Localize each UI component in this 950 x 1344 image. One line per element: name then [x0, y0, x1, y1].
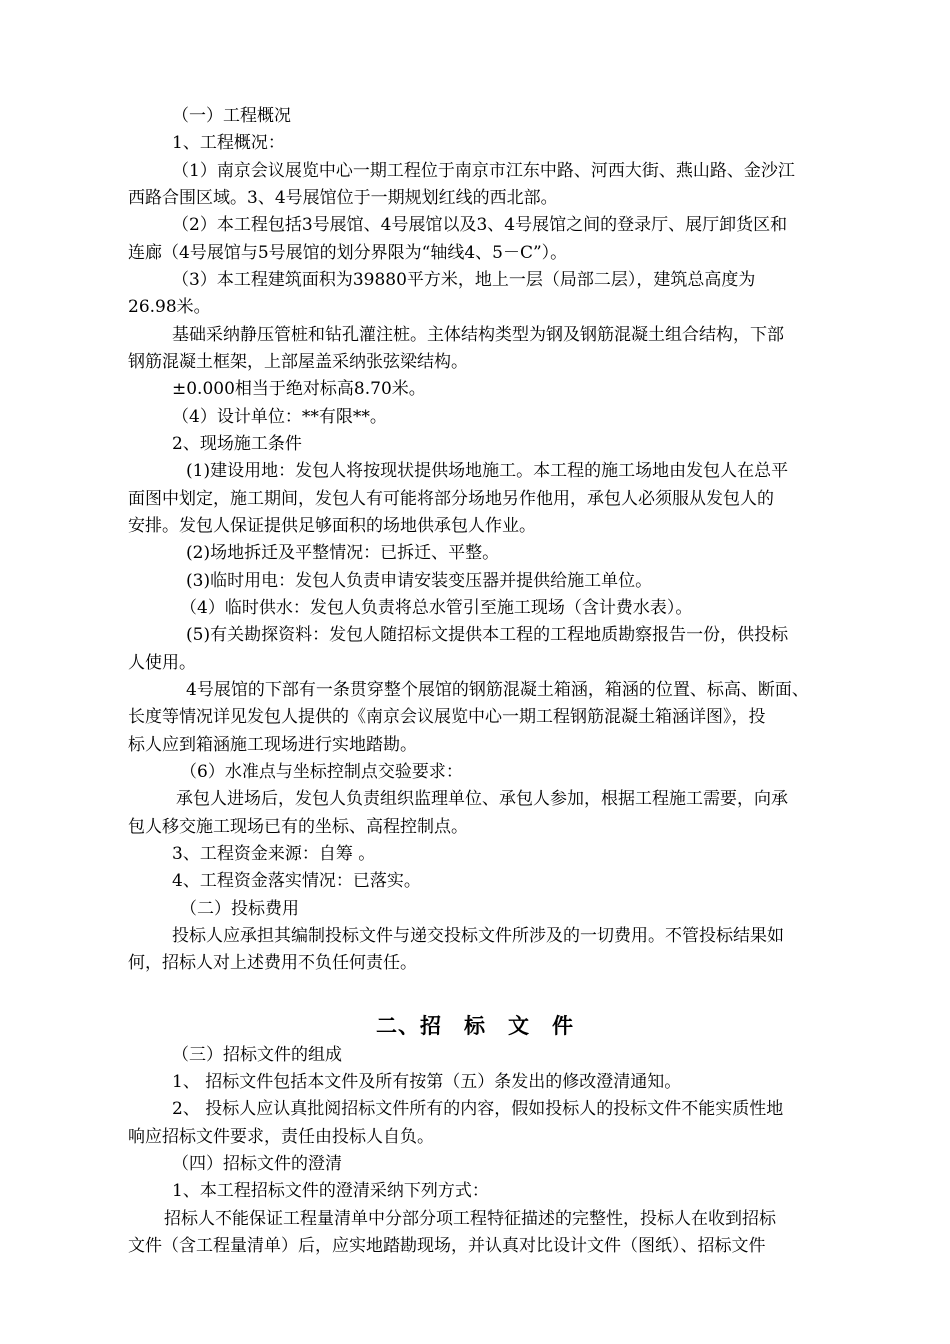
- text-line: 1、 招标文件包括本文件及所有按第（五）条发出的修改澄清通知。: [172, 1072, 682, 1092]
- text-line: （4）设计单位：**有限**。: [172, 407, 387, 427]
- text-line: 连廊（4号展馆与5号展馆的划分界限为“轴线4、5－C”）。: [128, 243, 568, 263]
- text-line: 人使用。: [128, 653, 196, 673]
- text-line: 1、本工程招标文件的澄清采纳下列方式：: [172, 1181, 489, 1201]
- text-line: （3）本工程建筑面积为39880平方米，地上一层（局部二层），建筑总高度为: [172, 270, 756, 290]
- section-title-2: （二）投标费用: [180, 899, 299, 919]
- text-line: 2、 投标人应认真批阅招标文件所有的内容，假如投标人的投标文件不能实质性地: [172, 1099, 784, 1119]
- text-line: 何，招标人对上述费用不负任何责任。: [128, 953, 417, 973]
- text-line: （4）临时供水：发包人负责将总水管引至施工现场（含计费水表）。: [180, 598, 693, 618]
- subsection-title: 2、现场施工条件: [172, 434, 302, 454]
- text-line: (1)建设用地：发包人将按现状提供场地施工。本工程的施工场地由发包人在总平: [186, 461, 789, 481]
- text-line: 承包人进场后，发包人负责组织监理单位、承包人参加，根据工程施工需要，向承: [176, 789, 788, 809]
- text-line: 面图中划定，施工期间，发包人有可能将部分场地另作他用，承包人必须服从发包人的: [128, 489, 774, 509]
- text-line: 西路合围区域。3、4号展馆位于一期规划红线的西北部。: [128, 188, 558, 208]
- section-heading: 二、招 标 文 件: [376, 1014, 574, 1038]
- text-line: （6）水准点与坐标控制点交验要求：: [180, 762, 463, 782]
- text-line: 4、工程资金落实情况：已落实。: [172, 871, 421, 891]
- text-line: 包人移交施工现场已有的坐标、高程控制点。: [128, 817, 468, 837]
- text-line: ±0.000相当于绝对标高8.70米。: [172, 379, 426, 399]
- section-title-3: （三）招标文件的组成: [172, 1045, 342, 1065]
- text-line: 26.98米。: [128, 297, 211, 317]
- text-line: 钢筋混凝土框架，上部屋盖采纳张弦梁结构。: [128, 352, 468, 372]
- text-line: 招标人不能保证工程量清单中分部分项工程特征描述的完整性，投标人在收到招标: [164, 1209, 776, 1229]
- text-line: (3)临时用电：发包人负责申请安装变压器并提供给施工单位。: [186, 571, 653, 591]
- text-line: （1）南京会议展览中心一期工程位于南京市江东中路、河西大街、燕山路、金沙江: [172, 161, 795, 181]
- text-line: (5)有关勘探资料：发包人随招标文提供本工程的工程地质勘察报告一份，供投标: [186, 625, 789, 645]
- text-line: （2）本工程包括3号展馆、4号展馆以及3、4号展馆之间的登录厅、展厅卸货区和: [172, 215, 788, 235]
- subsection-title: 1、工程概况：: [172, 133, 285, 153]
- text-line: 基础采纳静压管桩和钻孔灌注桩。主体结构类型为钢及钢筋混凝土组合结构，下部: [172, 325, 784, 345]
- text-line: 长度等情况详见发包人提供的《南京会议展览中心一期工程钢筋混凝土箱涵详图》，投: [128, 707, 766, 727]
- section-title-1: （一）工程概况: [172, 106, 291, 126]
- section-title-4: （四）招标文件的澄清: [172, 1154, 342, 1174]
- text-line: 响应招标文件要求，责任由投标人自负。: [128, 1127, 434, 1147]
- text-line: 3、工程资金来源：自筹 。: [172, 844, 376, 864]
- text-line: 文件（含工程量清单）后，应实地踏勘现场，并认真对比设计文件（图纸）、招标文件: [128, 1236, 766, 1256]
- text-line: 4号展馆的下部有一条贯穿整个展馆的钢筋混凝土箱涵，箱涵的位置、标高、断面、: [186, 680, 809, 700]
- text-line: (2)场地拆迁及平整情况：已拆迁、平整。: [186, 543, 500, 563]
- text-line: 标人应到箱涵施工现场进行实地踏勘。: [128, 735, 417, 755]
- text-line: 安排。发包人保证提供足够面积的场地供承包人作业。: [128, 516, 536, 536]
- text-line: 投标人应承担其编制投标文件与递交投标文件所涉及的一切费用。不管投标结果如: [172, 926, 784, 946]
